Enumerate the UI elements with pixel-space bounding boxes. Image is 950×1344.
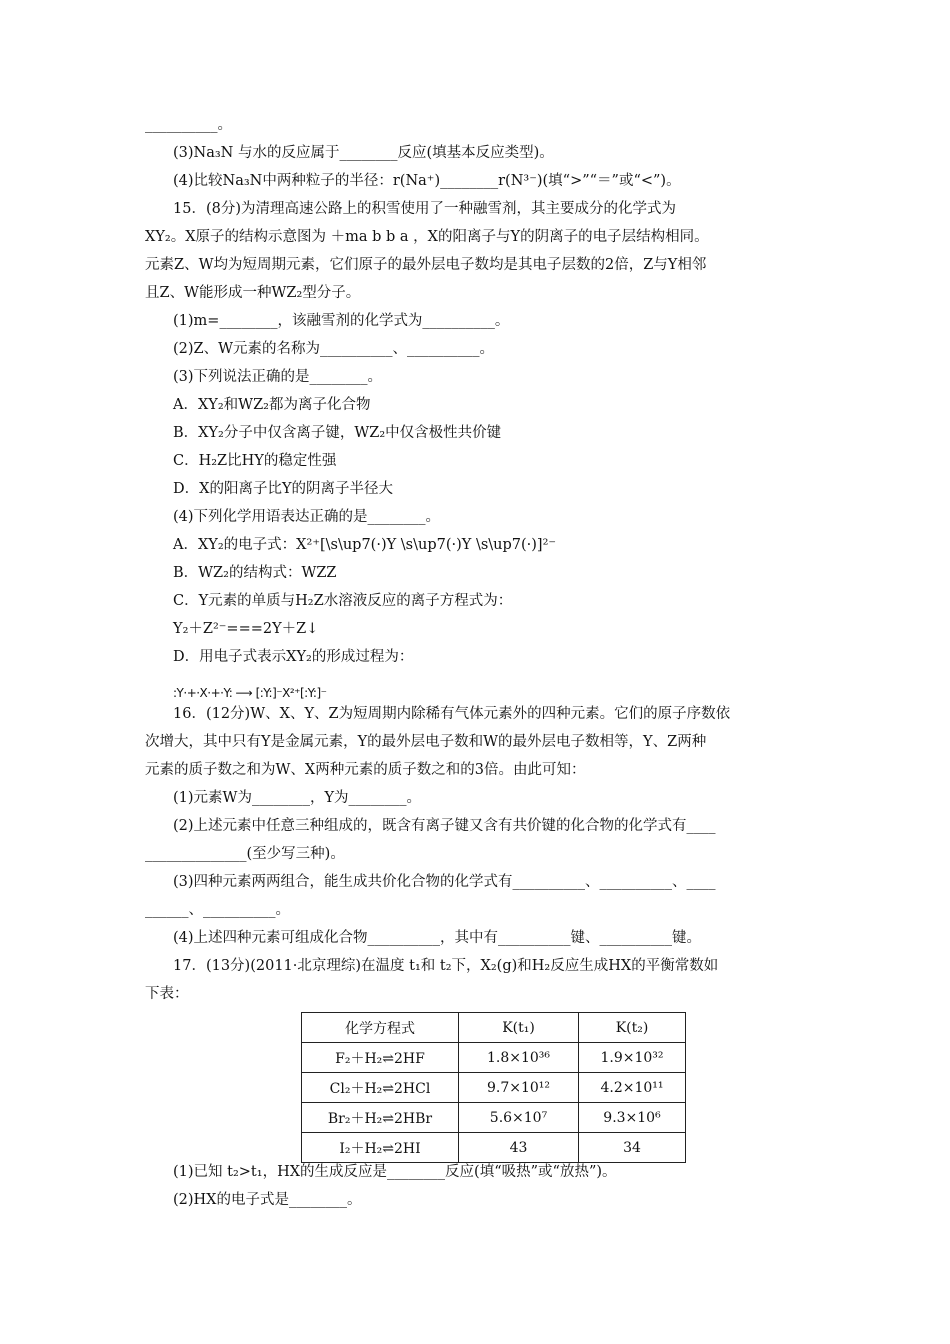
text-line: (4)下列化学用语表达正确的是________。 [173, 509, 441, 525]
table-cell: 1.8×10³⁶ [459, 1043, 579, 1073]
table-cell: I₂＋H₂⇌2HI [302, 1133, 459, 1163]
equilibrium-constant-table [301, 1012, 686, 1163]
table-cell: 34 [579, 1133, 686, 1163]
text-line: 15．(8分)为清理高速公路上的积雪使用了一种融雪剂，其主要成分的化学式为 [173, 201, 676, 217]
table-row [302, 1103, 686, 1133]
text-line: C．H₂Z比HY的稳定性强 [173, 453, 337, 469]
text-line: 下表： [145, 986, 189, 1002]
text-line: B．XY₂分子中仅含离子键，WZ₂中仅含极性共价键 [173, 425, 502, 441]
table-cell: 43 [459, 1133, 579, 1163]
text-line: (4)比较Na₃N中两种粒子的半径：r(Na⁺)________r(N³⁻)(填“>”“＝”或“<”)。 [173, 173, 681, 189]
table-header-row [302, 1013, 686, 1043]
text-line: Y₂＋Z²⁻===2Y＋Z↓ [173, 621, 319, 637]
text-line: 元素Z、W均为短周期元素，它们原子的最外层电子数均是其电子层数的2倍，Z与Y相邻 [145, 257, 707, 273]
table-cell: Cl₂＋H₂⇌2HCl [302, 1073, 459, 1103]
text-line: D．X的阳离子比Y的阴离子半径大 [173, 481, 394, 497]
text-line: 元素的质子数之和为W、X两种元素的质子数之和的3倍。由此可知： [145, 762, 586, 778]
text-line: (3)Na₃N 与水的反应属于________反应(填基本反应类型)。 [173, 145, 554, 161]
text-line: (2)HX的电子式是________。 [173, 1192, 362, 1208]
text-line: (1)元素W为________，Y为________。 [173, 790, 422, 806]
table-cell: 5.6×10⁷ [459, 1103, 579, 1133]
table-cell: 9.3×10⁶ [579, 1103, 686, 1133]
text-line: (2)Z、W元素的名称为__________、__________。 [173, 341, 495, 357]
text-line: __________。 [145, 117, 232, 133]
text-line: (1)已知 t₂>t₁，HX的生成反应是________反应(填“吸热”或“放热”)。 [173, 1164, 617, 1180]
text-line: ______、__________。 [145, 902, 290, 918]
table-cell: 1.9×10³² [579, 1043, 686, 1073]
table-cell: 9.7×10¹² [459, 1073, 579, 1103]
table-cell: Br₂＋H₂⇌2HBr [302, 1103, 459, 1133]
text-line: XY₂。X原子的结构示意图为 ＋ma b b a ，X的阳离子与Y的阴离子的电子层结构相同。 [145, 229, 709, 245]
table-header-cell: K(t₁) [459, 1013, 579, 1043]
text-line: B．WZ₂的结构式：WZZ [173, 565, 337, 581]
text-line: A．XY₂和WZ₂都为离子化合物 [173, 397, 371, 413]
table-header-cell: K(t₂) [579, 1013, 686, 1043]
table-row [302, 1043, 686, 1073]
table-cell: 4.2×10¹¹ [579, 1073, 686, 1103]
text-line: (1)m=________，该融雪剂的化学式为__________。 [173, 313, 510, 329]
text-line: (3)四种元素两两组合，能生成共价化合物的化学式有__________、__________、____ [173, 874, 716, 890]
table-cell: F₂＋H₂⇌2HF [302, 1043, 459, 1073]
text-line: D．用电子式表示XY₂的形成过程为： [173, 649, 414, 665]
formation-process-diagram: :Y·+·X·+·Y: ⟶ [:Y:]⁻X²⁺[:Y:]⁻ [173, 686, 327, 700]
table-header-cell: 化学方程式 [302, 1013, 459, 1043]
text-line: C．Y元素的单质与H₂Z水溶液反应的离子方程式为： [173, 593, 513, 609]
table-row [302, 1073, 686, 1103]
text-line: (2)上述元素中任意三种组成的，既含有离子键又含有共价键的化合物的化学式有____ [173, 818, 716, 834]
text-line: 17．(13分)(2011·北京理综)在温度 t₁和 t₂下，X₂(g)和H₂反应生成HX的平衡常数如 [173, 958, 719, 974]
table-row [302, 1133, 686, 1163]
text-line: ______________(至少写三种)。 [145, 846, 345, 862]
text-line: 且Z、W能形成一种WZ₂型分子。 [145, 285, 361, 301]
text-line: 16．(12分)W、X、Y、Z为短周期内除稀有气体元素外的四种元素。它们的原子序数依 [173, 706, 731, 722]
text-line: (4)上述四种元素可组成化合物__________，其中有__________键、__________键。 [173, 930, 702, 946]
text-line: (3)下列说法正确的是________。 [173, 369, 383, 385]
text-line: A．XY₂的电子式：X²⁺[\s\up7(·)Y \s\up7(·)Y \s\up7(·)]²⁻ [173, 537, 557, 553]
text-line: 次增大，其中只有Y是金属元素，Y的最外层电子数和W的最外层电子数相等，Y、Z两种 [145, 734, 707, 750]
